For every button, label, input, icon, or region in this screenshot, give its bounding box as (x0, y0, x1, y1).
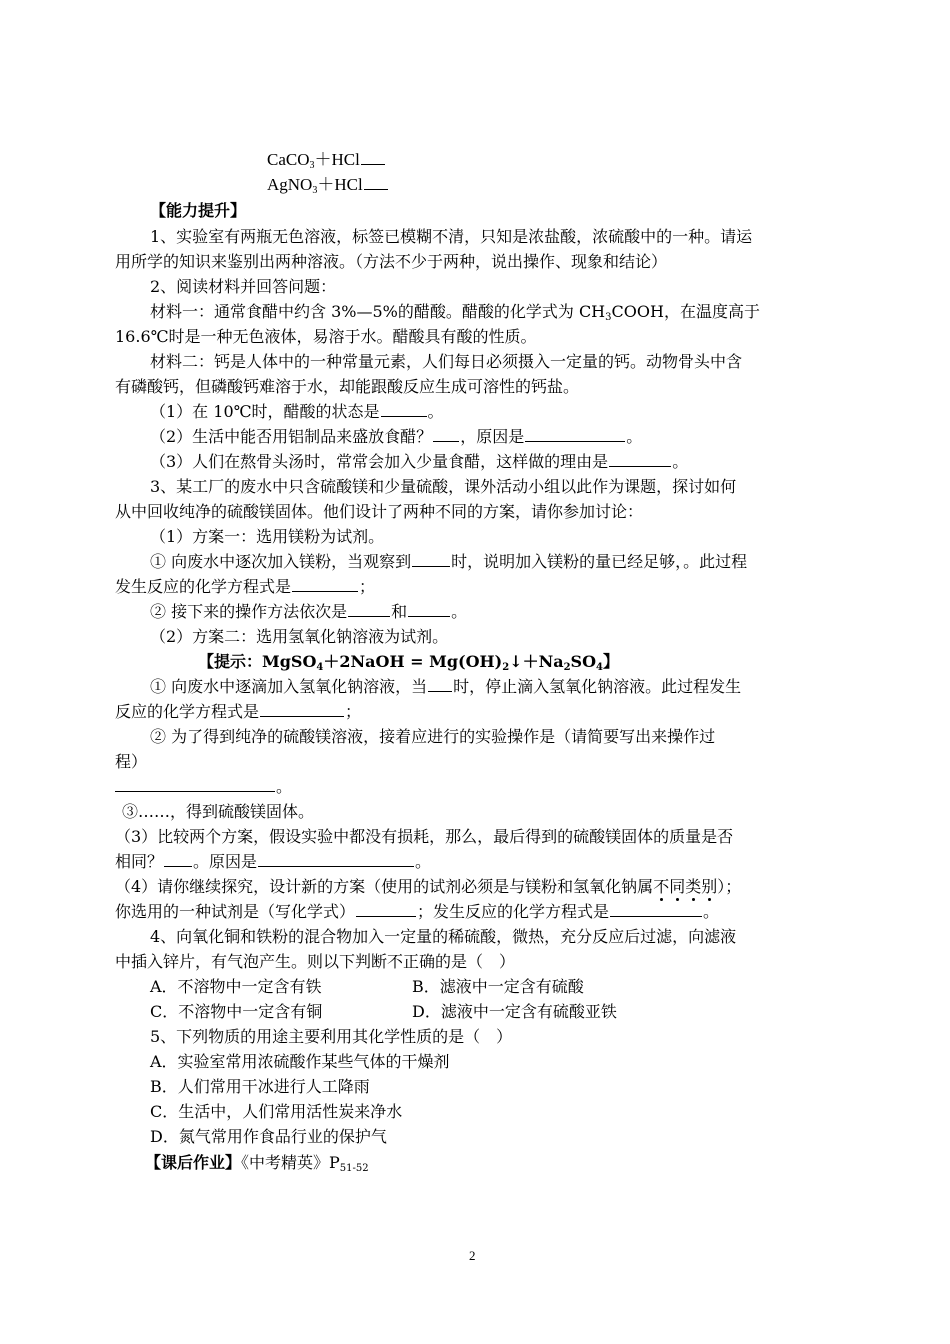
q2-material1-line1: 材料一：通常食醋中约含 3%—5%的醋酸。醋酸的化学式为 $CH_3COOH$，在温度高于 (150, 302, 760, 323)
answer-blank[interactable] (412, 550, 450, 567)
answer-blank[interactable] (364, 173, 388, 190)
q2-sub3: （3）人们在熬骨头汤时，常常会加入少量食醋，这样做的理由是 。 (150, 452, 689, 471)
emphasis-dot-char: 同 (669, 877, 686, 896)
emphasis-dot-char: 不 (653, 877, 670, 896)
q3-plan1-step2: ② 接下来的操作方法依次是 和 。 (150, 602, 468, 621)
answer-blank[interactable] (348, 600, 390, 617)
answer-blank[interactable] (428, 675, 452, 692)
q2-sub2: （2）生活中能否用铝制品来盛放食醋？ ，原因是 。 (150, 427, 643, 446)
q3-plan2-step3: ③……，得到硫酸镁固体。 (122, 802, 315, 821)
q4-option-d: D．滤液中一定含有硫酸亚铁 (412, 1002, 617, 1021)
q3-hint: 【提示：MgSO$_4$＋2NaOH = $Mg(OH)_2↓+Na_2SO_4$】 (198, 652, 620, 673)
q2-material2-line1: 材料二：钙是人体中的一种常量元素，人们每日必须摄入一定量的钙。动物骨头中含 (150, 352, 743, 371)
q3-sub4-line1: （4）请你继续探究，设计新的方案（使用的试剂必须是与镁粉和氢氧化钠属不同类别）； (115, 877, 742, 896)
q3-plan2-step1-cont: 反应的化学方程式是 ； (115, 702, 362, 721)
equation-agno3: AgNO$_3$＋HCl (267, 173, 389, 197)
q4-line2: 中插入锌片，有气泡产生。则以下判断不正确的是（ ） (115, 952, 516, 971)
q3-plan2: （2）方案二：选用氢氧化钠溶液为试剂。 (150, 627, 449, 646)
q5-option-a: A．实验室常用浓硫酸作某些气体的干燥剂 (150, 1052, 450, 1071)
answer-blank[interactable] (381, 400, 427, 417)
q3-plan1-step1: ① 向废水中逐次加入镁粉，当观察到 时，说明加入镁粉的量已经足够，。此过程 (150, 552, 748, 571)
page-number: 2 (469, 1248, 476, 1263)
answer-blank[interactable] (356, 900, 416, 917)
answer-blank[interactable] (260, 700, 344, 717)
answer-blank[interactable] (525, 425, 625, 442)
q4-line1: 4、向氧化铜和铁粉的混合物加入一定量的稀硫酸，微热，充分反应后过滤，向滤液 (150, 927, 737, 946)
emphasis-dotted-text (653, 877, 717, 896)
answer-blank[interactable] (164, 850, 192, 867)
answer-blank[interactable] (258, 850, 414, 867)
section-ability-heading: 【能力提升】 (150, 201, 247, 220)
q5-option-c: C．生活中，人们常用活性炭来净水 (150, 1102, 403, 1121)
q3-sub4-line2: 你选用的一种试剂是（写化学式） ；发生反应的化学方程式是 。 (115, 902, 720, 921)
q2-material2-line2: 有磷酸钙，但磷酸钙难溶于水，却能跟酸反应生成可溶性的钙盐。 (115, 377, 580, 396)
answer-blank[interactable] (361, 148, 385, 165)
q3-plan2-step2: ② 为了得到纯净的硫酸镁溶液，接着应进行的实验操作是（请简要写出来操作过 (150, 727, 716, 746)
emphasis-dot-char: 别 (701, 877, 718, 896)
emphasis-dot-char: 类 (685, 877, 702, 896)
q5-option-d: D．氮气常用作食品行业的保护气 (150, 1127, 387, 1146)
answer-blank[interactable] (408, 600, 450, 617)
answer-blank[interactable] (433, 425, 459, 442)
q4-option-b: B．滤液中一定含有硫酸 (412, 977, 584, 996)
q2-material1-line2: 16.6℃时是一种无色液体，易溶于水。醋酸具有酸的性质。 (115, 327, 537, 346)
q3-plan1: （1）方案一：选用镁粉为试剂。 (150, 527, 385, 546)
q4-option-c: C．不溶物中一定含有铜 (150, 1002, 323, 1021)
q2-intro: 2、阅读材料并回答问题： (150, 277, 337, 296)
q3-plan2-step1: ① 向废水中逐滴加入氢氧化钠溶液，当 时，停止滴入氢氧化钠溶液。此过程发生 (150, 677, 742, 696)
q3-sub3-line1: （3）比较两个方案，假设实验中都没有损耗，那么，最后得到的硫酸镁固体的质量是否 (115, 827, 734, 846)
q2-sub1: （1）在 10℃时，醋酸的状态是 。 (150, 402, 444, 421)
q5-stem: 5、下列物质的用途主要利用其化学性质的是（ ） (150, 1027, 513, 1046)
q3-plan2-step2-cont: 程） (115, 752, 148, 771)
q5-option-b: B．人们常用干冰进行人工降雨 (150, 1077, 370, 1096)
answer-blank[interactable] (610, 900, 702, 917)
q4-option-a: A．不溶物中一定含有铁 (150, 977, 322, 996)
q3-sub3-line2: 相同？ 。原因是 。 (115, 852, 432, 871)
q3-plan1-step1-cont: 发生反应的化学方程式是 ； (115, 577, 376, 596)
homework-line: 【课后作业】《中考精英》$P_{51-52}$ (145, 1153, 369, 1174)
q1-line2: 用所学的知识来鉴别出两种溶液。（方法不少于两种，说出操作、现象和结论） (115, 252, 668, 271)
q3-line2: 从中回收纯净的硫酸镁固体。他们设计了两种不同的方案，请你参加讨论： (115, 502, 644, 521)
answer-blank[interactable] (609, 450, 671, 467)
q3-plan2-step2-answer: 。 (115, 775, 292, 799)
answer-blank[interactable] (115, 775, 275, 792)
q3-line1: 3、某工厂的废水中只含硫酸镁和少量硫酸，课外活动小组以此作为课题，探讨如何 (150, 477, 737, 496)
q1-line1: 1、实验室有两瓶无色溶液，标签已模糊不清，只知是浓盐酸，浓硫酸中的一种。请运 (150, 227, 753, 246)
answer-blank[interactable] (292, 575, 358, 592)
equation-caco3: CaCO$_3$＋HCl (267, 148, 386, 172)
homework-label: 【课后作业】 (145, 1153, 242, 1172)
